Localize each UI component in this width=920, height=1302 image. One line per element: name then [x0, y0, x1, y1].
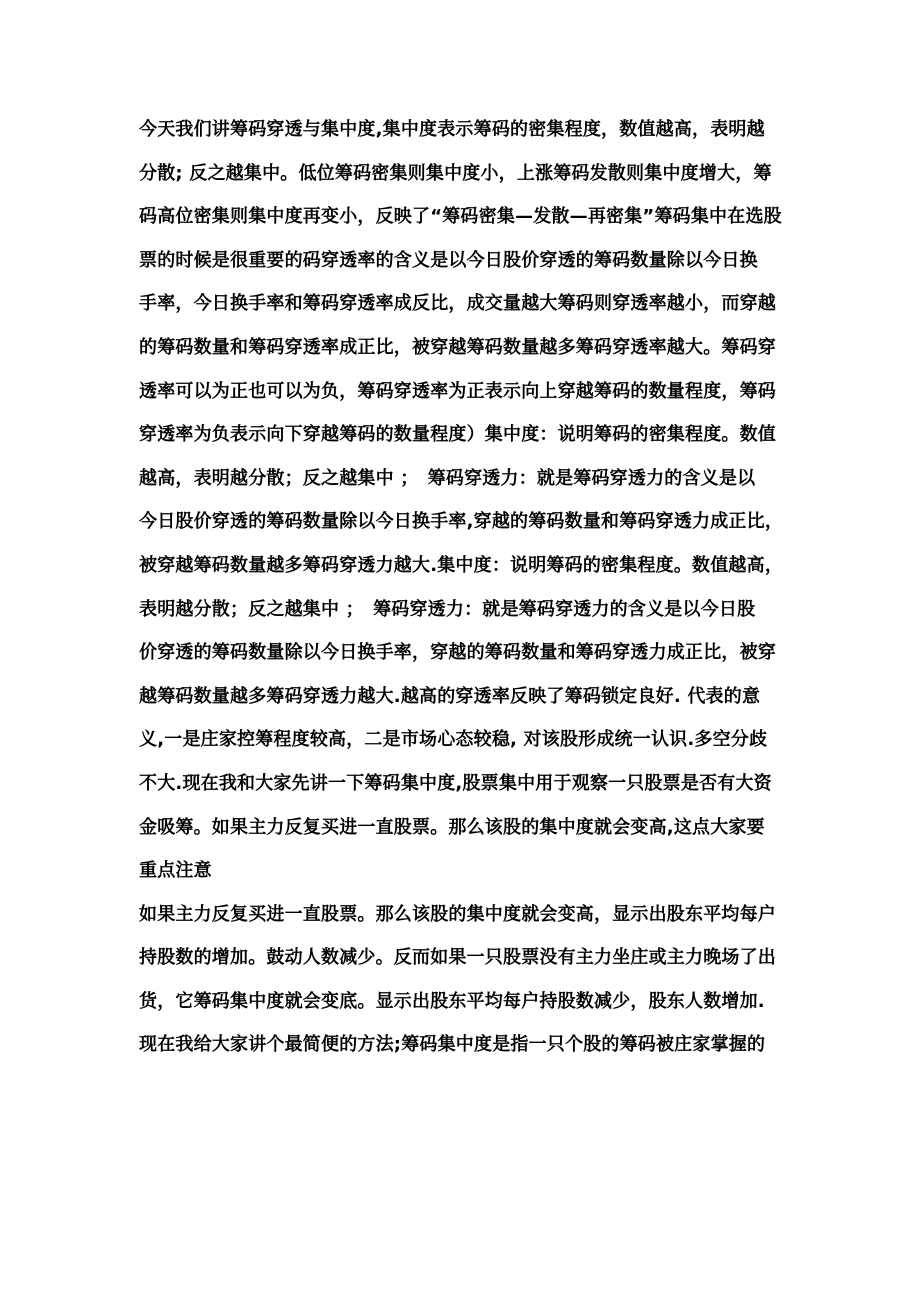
- text-line: 的筹码数量和筹码穿透率成正比，被穿越筹码数量越多筹码穿透率越大。筹码穿: [139, 336, 776, 358]
- text-line: 分散; 反之越集中。低位筹码密集则集中度小，上涨筹码发散则集中度增大，筹: [139, 162, 772, 184]
- text-line: 今日股价穿透的筹码数量除以今日换手率,穿越的筹码数量和筹码穿透力成正比，: [139, 511, 784, 533]
- paragraph-2: [139, 898, 799, 1072]
- text-line: 金吸筹。如果主力反复买进一直股票。那么该股的集中度就会变高,这点大家要: [139, 816, 765, 838]
- text-line: 货，它筹码集中度就会变底。显示出股东平均每户持股数减少，股东人数增加.: [139, 990, 765, 1012]
- text-line: 今天我们讲筹码穿透与集中度,集中度表示筹码的密集程度，数值越高，表明越: [139, 119, 765, 140]
- text-line: 手率，今日换手率和筹码穿透率成反比，成交量越大筹码则穿透率越小，而穿越: [139, 293, 776, 315]
- text-line: 如果主力反复买进一直股票。那么该股的集中度就会变高，显示出股东平均每户: [139, 903, 776, 925]
- text-line: 价穿透的筹码数量除以今日换手率，穿越的筹码数量和筹码穿透力成正比，被穿: [139, 642, 776, 664]
- text-line: 码高位密集则集中度再变小，反映了“筹码密集—发散—再密集”筹码集中在选股: [139, 206, 782, 228]
- text-line: 义,一是庄家控筹程度较高，二是市场心态较稳, 对该股形成统一认识.多空分歧: [139, 729, 768, 751]
- text-line: 不大.现在我和大家先讲一下筹码集中度,股票集中用于观察一只股票是否有大资: [139, 772, 772, 794]
- text-line: 现在我给大家讲个最简便的方法;筹码集中度是指一只个股的筹码被庄家掌握的: [139, 1034, 766, 1056]
- text-line: 被穿越筹码数量越多筹码穿透力越大.集中度：说明筹码的密集程度。数值越高，: [139, 554, 784, 576]
- paragraph-1: [139, 113, 799, 898]
- text-line: 越高，表明越分散；反之越集中 ； 筹码穿透力：就是筹码穿透力的含义是以: [139, 467, 756, 489]
- text-line: 表明越分散；反之越集中 ； 筹码穿透力：就是筹码穿透力的含义是以今日股: [139, 598, 756, 620]
- text-line: 越筹码数量越多筹码穿透力越大.越高的穿透率反映了筹码锁定良好. 代表的意: [139, 685, 761, 707]
- document-body: [139, 113, 799, 1072]
- text-line: 穿透率为负表示向下穿越筹码的数量程度）集中度：说明筹码的密集程度。数值: [139, 424, 776, 446]
- text-line: 重点注意: [139, 860, 212, 882]
- text-line: 票的时候是很重要的码穿透率的含义是以今日股价穿透的筹码数量除以今日换: [139, 249, 758, 271]
- text-line: 持股数的增加。鼓动人数减少。反而如果一只股票没有主力坐庄或主力晚场了出: [139, 947, 776, 969]
- text-line: 透率可以为正也可以为负，筹码穿透率为正表示向上穿越筹码的数量程度，筹码: [139, 380, 776, 402]
